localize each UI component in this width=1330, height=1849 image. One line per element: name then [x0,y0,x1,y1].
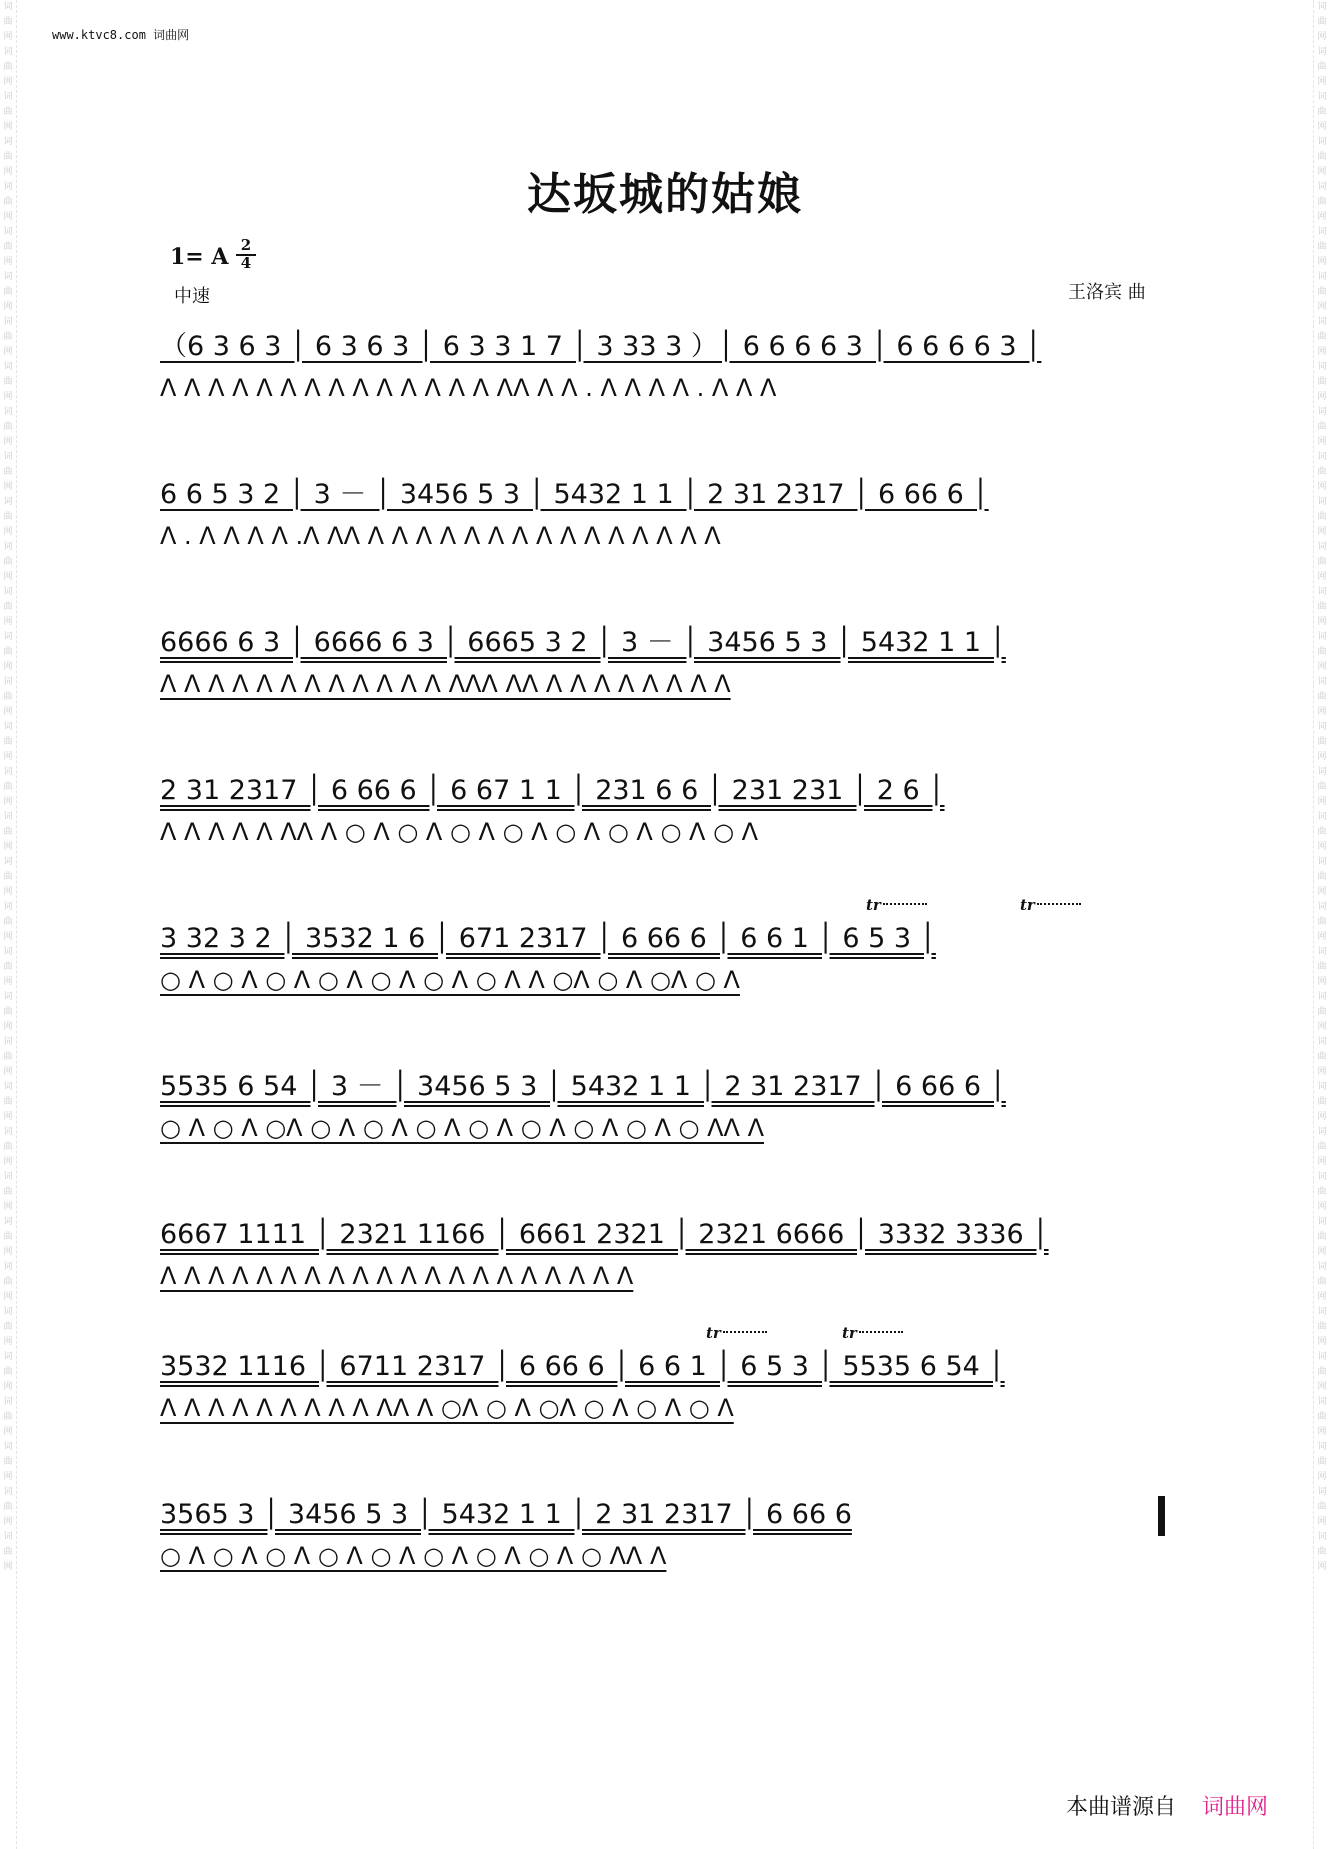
tempo-marking: 中速 [174,286,210,307]
score-row [160,910,1170,1030]
source-label: 本曲谱源自 [1066,1795,1177,1820]
trill-label: tr [706,1324,721,1342]
score-row [160,614,1170,734]
trill-extension [723,1331,767,1337]
notation-line: 6666 6 3 │ 6666 6 3 │ 6665 3 2 │ 3 － │ 3456 5 3 │ 5432 1 1 │ [160,627,1006,658]
trill-marking [706,1324,767,1342]
song-title: 达坂城的姑娘 [527,169,803,220]
technique-marks-line: Λ Λ Λ Λ Λ Λ Λ Λ Λ ΛΛ Λ ○Λ ○ Λ ○Λ ○ Λ ○ Λ ○ Λ [160,1394,734,1422]
trill-label: tr [866,896,881,914]
score-row [160,1486,1170,1606]
notation-line: 2 31 2317 │ 6 66 6 │ 6 67 1 1 │ 231 6 6 │ 231 231 │ 2 6 │ [160,775,945,806]
trill-label: tr [1020,896,1035,914]
technique-marks-line: ○ Λ ○ Λ ○ Λ ○ Λ ○ Λ ○ Λ ○ Λ Λ ○Λ ○ Λ ○Λ ○ Λ [160,966,740,994]
trill-label: tr [842,1324,857,1342]
score-row [160,762,1170,882]
side-watermark-right: 词曲网词曲网词曲网词曲网词曲网词曲网词曲网词曲网词曲网词曲网词曲网词曲网词曲网词曲网词曲网词曲网词曲网词曲网词曲网词曲网词曲网词曲网词曲网词曲网词曲网词曲网词曲网词曲网词曲网词曲网词曲网词曲网词曲网词曲网词曲网 [1313,0,1330,1849]
technique-marks-line: ○ Λ ○ Λ ○Λ ○ Λ ○ Λ ○ Λ ○ Λ ○ Λ ○ Λ ○ Λ ○ ΛΛ Λ [160,1114,764,1142]
trill-marking [866,896,927,914]
final-barline [1158,1496,1165,1536]
technique-marks-line: ○ Λ ○ Λ ○ Λ ○ Λ ○ Λ ○ Λ ○ Λ ○ Λ ○ ΛΛ Λ [160,1542,667,1570]
trill-extension [859,1331,903,1337]
trill-extension [1037,903,1081,909]
score-row [160,1206,1170,1326]
time-signature [236,238,256,271]
trill-marking [842,1324,903,1342]
technique-marks-line: Λ Λ Λ Λ Λ Λ Λ Λ Λ Λ Λ Λ ΛΛΛ ΛΛ Λ Λ Λ Λ Λ Λ Λ Λ [160,670,731,698]
trill-marking [1020,896,1081,914]
technique-marks-line: Λ Λ Λ Λ Λ ΛΛ Λ ○ Λ ○ Λ ○ Λ ○ Λ ○ Λ ○ Λ ○ Λ ○ Λ [160,818,759,846]
technique-marks-line: Λ . Λ Λ Λ Λ .Λ ΛΛ Λ Λ Λ Λ Λ Λ Λ Λ Λ Λ Λ Λ Λ Λ Λ [160,522,721,550]
meter-top: 2 [236,238,256,256]
score-row [160,466,1170,586]
composer-credit: 王洛宾 曲 [1068,282,1146,303]
brand-link[interactable]: 词曲网 [1202,1795,1269,1820]
meter-bottom: 4 [240,254,252,272]
notation-line: 6667 1111 │ 2321 1166 │ 6661 2321 │ 2321 6666 │ 3332 3336 │ [160,1219,1049,1250]
side-watermark-left: 词曲网词曲网词曲网词曲网词曲网词曲网词曲网词曲网词曲网词曲网词曲网词曲网词曲网词曲网词曲网词曲网词曲网词曲网词曲网词曲网词曲网词曲网词曲网词曲网词曲网词曲网词曲网词曲网词曲网词曲网词曲网词曲网词曲网词曲网词曲网 [0,0,17,1849]
notation-line: （6 3 6 3 │ 6 3 6 3 │ 6 3 3 1 7 │ 3 33 3 ）│ 6 6 6 6 3 │ 6 6 6 6 3 │ [160,331,1042,362]
notation-line: 3532 1116 │ 6711 2317 │ 6 66 6 │ 6 6 1 │ 6 5 3 │ 5535 6 54 │ [160,1351,1005,1382]
notation-line: 3565 3 │ 3456 5 3 │ 5432 1 1 │ 2 31 2317 │ 6 66 6 [160,1499,852,1530]
technique-marks-line: Λ Λ Λ Λ Λ Λ Λ Λ Λ Λ Λ Λ Λ Λ Λ Λ Λ Λ Λ Λ [160,1262,634,1290]
site-url[interactable]: www.ktvc8.com 词曲网 [52,28,190,42]
technique-marks-line: Λ Λ Λ Λ Λ Λ Λ Λ Λ Λ Λ Λ Λ Λ ΛΛ Λ Λ . Λ Λ Λ Λ . Λ Λ Λ [160,374,777,402]
notation-line: 5535 6 54 │ 3 － │ 3456 5 3 │ 5432 1 1 │ 2 31 2317 │ 6 66 6 │ [160,1071,1006,1102]
score-row [160,1058,1170,1178]
notation-line: 3 32 3 2 │ 3532 1 6 │ 671 2317 │ 6 66 6 │ 6 6 1 │ 6 5 3 │ [160,923,936,954]
trill-extension [883,903,927,909]
notation-line: 6 6 5 3 2 │ 3 － │ 3456 5 3 │ 5432 1 1 │ 2 31 2317 │ 6 66 6 │ [160,479,989,510]
score-row [160,1338,1170,1458]
key-signature: 1= A [170,244,229,270]
score-row [160,318,1170,438]
